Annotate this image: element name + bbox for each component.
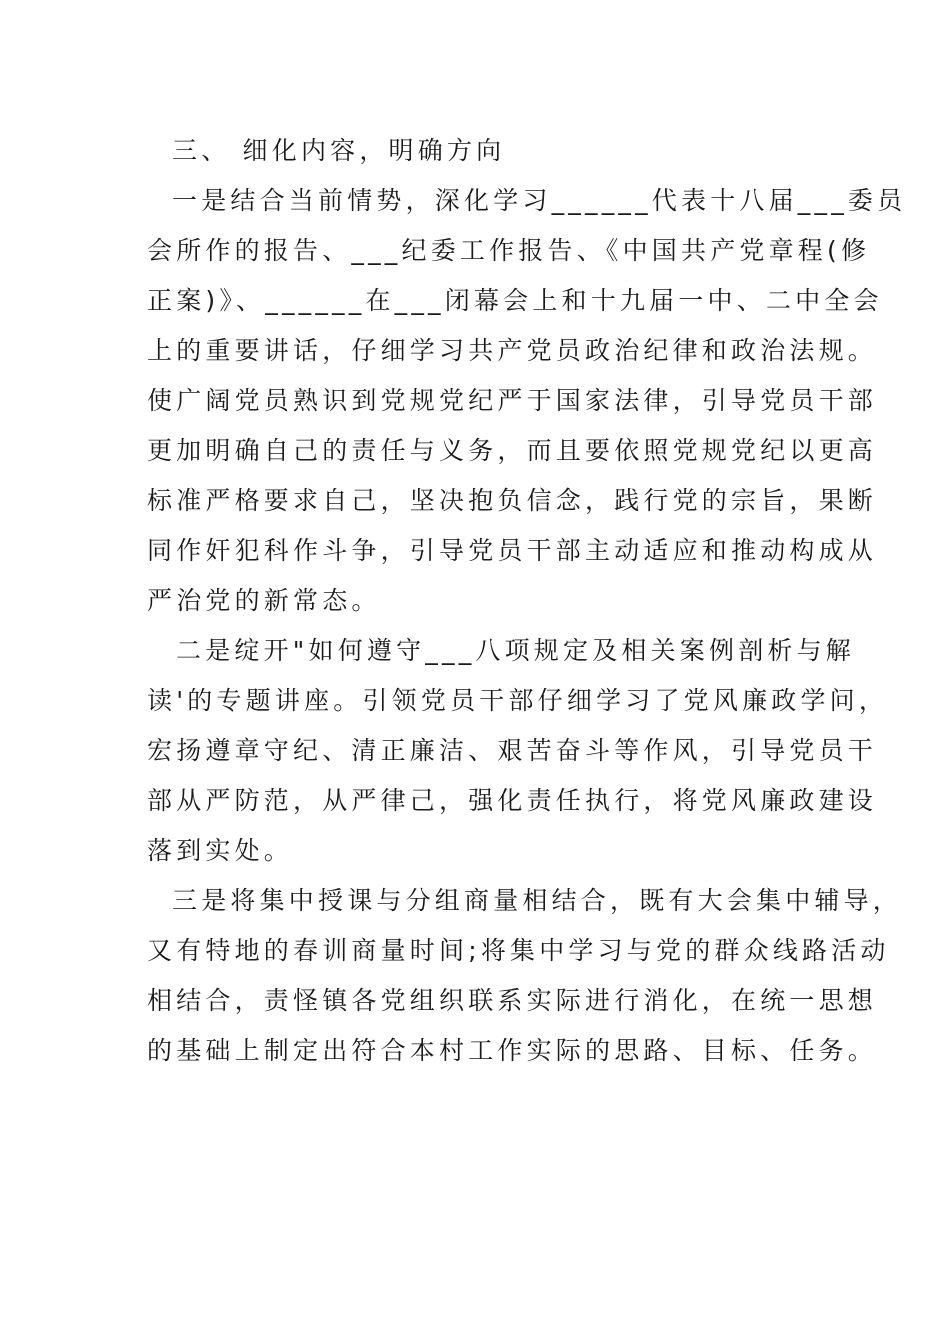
section-heading: 三、 细化内容，明确方向 <box>172 136 506 165</box>
paragraph-2-line-4: 部从严防范，从严律己，强化责任执行，将党风廉政建设 <box>147 786 878 815</box>
paragraph-1-line-8: 同作奸犯科作斗争，引导党员干部主动适应和推动构成从 <box>147 536 878 565</box>
paragraph-3-line-3: 相结合，责怪镇各党组织联系实际进行消化，在统一思想 <box>147 986 878 1015</box>
paragraph-1-line-4: 上的重要讲话，仔细学习共产党员政治纪律和政治法规。 <box>147 336 878 365</box>
paragraph-3-line-1: 三是将集中授课与分组商量相结合，既有大会集中辅导， <box>172 886 903 915</box>
paragraph-1-line-5: 使广阔党员熟识到党规党纪严于国家法律，引导党员干部 <box>147 386 878 415</box>
paragraph-2-line-5: 落到实处。 <box>147 836 294 865</box>
paragraph-3-line-2: 又有特地的春训商量时间;将集中学习与党的群众线路活动 <box>147 936 890 965</box>
paragraph-1-line-3: 正案)》、______在___闭幕会上和十九届一中、二中全会 <box>147 286 883 315</box>
paragraph-1-line-7: 标准严格要求自己，坚决抱负信念，践行党的宗旨，果断 <box>147 486 878 515</box>
paragraph-3-line-4: 的基础上制定出符合本村工作实际的思路、目标、任务。 <box>147 1036 878 1065</box>
paragraph-2-line-2: 读'的专题讲座。引领党员干部仔细学习了党风廉政学问， <box>147 686 889 715</box>
paragraph-1-line-9: 严治党的新常态。 <box>147 586 381 615</box>
paragraph-2-line-3: 宏扬遵章守纪、清正廉洁、艰苦奋斗等作风，引导党员干 <box>147 736 878 765</box>
paragraph-1-line-2: 会所作的报告、___纪委工作报告、《中国共产党章程(修 <box>147 236 871 265</box>
paragraph-1-line-1: 一是结合当前情势，深化学习______代表十八届___委员 <box>172 186 907 215</box>
paragraph-1-line-6: 更加明确自己的责任与义务，而且要依照党规党纪以更高 <box>147 436 878 465</box>
paragraph-2-line-1: 二是绽开"如何遵守___八项规定及相关案例剖析与解 <box>176 636 856 665</box>
